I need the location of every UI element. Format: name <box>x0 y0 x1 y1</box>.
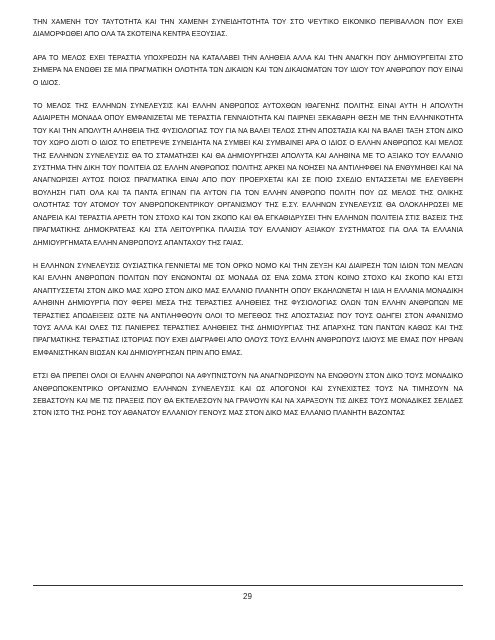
paragraph-2: ΑΡΑ ΤΟ ΜΕΛΟΣ ΕΧΕΙ ΤΕΡΑΣΤΙΑ ΥΠΟΧΡΕΩΣΗ ΝΑ ΚΑΤΑΛΑΒΕΙ ΤΗΝ ΑΛΗΘΕΙΑ ΑΛΛΑ ΚΑΙ ΤΗΝ ΑΝΑΓΚΗ ΠΟΥ ΔΗΜΙΟΥΡΓΕΙΤΑΙ ΣΤΟ ΣΗΜΕΡΑ ΝΑ ΕΝΩΘΕΙ ΣΕ ΜΙΑ ΠΡΑΓΜΑΤΙΚΗ ΟΛΟΤΗΤΑ ΤΩΝ ΔΙΚΑΙΩΝ ΚΑΙ ΤΩΝ ΔΙΚΑΙΩΜΑΤΩΝ ΤΟΥ ΙΔΙΟΥ ΤΟΥ ΑΝΘΡΩΠΟΥ ΠΟΥ ΕΙΝΑΙ Ο ΙΔΙΟΣ. <box>33 54 463 87</box>
paragraph-4: Η ΕΛΛΗΝΩΝ ΣΥΝΕΛΕΥΣΙΣ ΟΥΣΙΑΣΤΙΚΑ ΓΕΝΝΙΕΤΑΙ ΜΕ ΤΟΝ ΟΡΚΟ ΝΟΜΟ ΚΑΙ ΤΗΝ ΖΕΥΞΗ ΚΑΙ ΔΙΑΙΡΕΣΗ ΤΩΝ ΙΔΙΩΝ ΤΩΝ ΜΕΛΩΝ ΚΑΙ ΕΛΛΗΝ ΑΝΘΡΩΠΩΝ ΠΟΛΙΤΩΝ ΠΟΥ ΕΝΩΝΟΝΤΑΙ ΩΣ ΜΟΝΑΔΑ ΩΣ ΕΝΑ ΣΩΜΑ ΣΤΟΝ ΚΟΙΝΟ ΣΤΟΧΟ ΚΑΙ ΣΚΟΠΟ ΚΑΙ ΕΤΣΙ ΑΝΑΠΤΥΣΣΕΤΑΙ ΣΤΟΝ ΔΙΚΟ ΜΑΣ ΧΩΡΟ ΣΤΟΝ ΔΙΚΟ ΜΑΣ ΕΛΛΑΝΙΟ ΠΛΑΝΗΤΗ ΟΠΟΥ ΕΚΔΗΛΩΝΕΤΑΙ Η ΙΔΙΑ Η ΕΛΛΑΝΙΑ ΜΟΝΑΔΙΚΗ ΑΛΗΘΙΝΗ ΔΗΜΙΟΥΡΓΙΑ ΠΟΥ ΦΕΡΕΙ ΜΕΣΑ ΤΗΣ ΤΕΡΑΣΤΙΕΣ ΑΛΗΘΕΙΕΣ ΤΗΣ ΦΥΣΙΟΛΟΓΙΑΣ ΟΛΩΝ ΤΩΝ ΕΛΛΗΝ ΑΝΘΡΩΠΩΝ ΜΕ ΤΕΡΑΣΤΙΕΣ ΑΠΟΔΕΙΞΕΙΣ ΩΣΤΕ ΝΑ ΑΝΤΙΛΗΦΘΟΥΝ ΟΛΟΙ ΤΟ ΜΕΓΕΘΟΣ ΤΗΣ ΑΠΟΣΤΑΣΙΑΣ ΠΟΥ ΤΟΥΣ ΟΔΗΓΕΙ ΣΤΟΝ ΑΦΑΝΙΣΜΟ ΤΟΥΣ ΑΛΛΑ ΚΑΙ ΟΛΕΣ ΤΙΣ ΠΑΝΙΕΡΕΣ ΤΕΡΑΣΤΙΕΣ ΑΛΗΘΕΙΕΣ ΤΗΣ ΔΗΜΙΟΥΡΓΙΑΣ ΤΗΣ ΑΠΑΡΧΗΣ ΤΩΝ ΠΑΝΤΩΝ ΚΑΘΩΣ ΚΑΙ ΤΗΣ ΠΡΑΓΜΑΤΙΚΗΣ ΤΕΡΑΣΤΙΑΣ ΙΣΤΟΡΙΑΣ ΠΟΥ ΕΧΕΙ ΔΙΑΓΡΑΦΕΙ ΑΠΟ ΟΛΟΥΣ ΤΟΥΣ ΕΛΛΗΝ ΑΝΘΡΩΠΟΥΣ ΙΔΙΟΥΣ ΜΕ ΕΜΑΣ ΠΟΥ ΗΡΘΑΝ ΕΜΦΑΝΙΣΤΗΚΑΝ ΒΙΩΣΑΝ ΚΑΙ ΔΗΜΙΟΥΡΓΗΣΑΝ ΠΡΙΝ ΑΠΟ ΕΜΑΣ. <box>33 262 463 357</box>
footer-divider <box>33 585 463 586</box>
page-number: 29 <box>243 592 252 601</box>
paragraph-5: ΕΤΣΙ ΘΑ ΠΡΕΠΕΙ ΟΛΟΙ ΟΙ ΕΛΛΗΝ ΑΝΘΡΩΠΟΙ ΝΑ ΑΦΥΠΝΙΣΤΟΥΝ ΝΑ ΑΝΑΓΝΩΡΙΣΟΥΝ ΝΑ ΕΝΩΘΟΥΝ ΣΤΟΝ ΔΙΚΟ ΤΟΥΣ ΜΟΝΑΔΙΚΟ ΑΝΘΡΩΠΟΚΕΝΤΡΙΚΟ ΟΡΓΑΝΙΣΜΟ ΕΛΛΗΝΩΝ ΣΥΝΕΛΕΥΣΙΣ ΚΑΙ ΩΣ ΑΠΟΓΟΝΟΙ ΚΑΙ ΣΥΝΕΧΙΣΤΕΣ ΤΟΥΣ ΝΑ ΤΙΜΗΣΟΥΝ ΝΑ ΣΕΒΑΣΤΟΥΝ ΚΑΙ ΜΕ ΤΙΣ ΠΡΑΞΕΙΣ ΠΟΥ ΘΑ ΕΚΤΕΛΕΣΟΥΝ ΝΑ ΓΡΑΨΟΥΝ ΚΑΙ ΝΑ ΧΑΡΑΞΟΥΝ ΤΙΣ ΔΙΚΕΣ ΤΟΥΣ ΜΟΝΑΔΙΚΕΣ ΣΕΛΙΔΕΣ ΣΤΟΝ ΙΣΤΟ ΤΗΣ ΡΟΗΣ ΤΟΥ ΑΘΑΝΑΤΟΥ ΕΛΛΑΝΙΟΥ ΓΕΝΟΥΣ ΜΑΣ ΣΤΟΝ ΔΙΚΟ ΜΑΣ ΕΛΛΑΝΙΟ ΠΛΑΝΗΤΗ ΒΑΖΟΝΤΑΣ <box>33 373 463 418</box>
paragraph-3: ΤΟ ΜΕΛΟΣ ΤΗΣ ΕΛΛΗΝΩΝ ΣΥΝΕΛΕΥΣΙΣ ΚΑΙ ΕΛΛΗΝ ΑΝΘΡΩΠΟΣ ΑΥΤΟΧΘΩΝ ΙΘΑΓΕΝΗΣ ΠΟΛΙΤΗΣ ΕΙΝΑΙ ΑΥΤΗ Η ΑΠΟΛΥΤΗ ΑΔΙΑΙΡΕΤΗ ΜΟΝΑΔΑ ΟΠΟΥ ΕΜΦΑΝΙΖΕΤΑΙ ΜΕ ΤΕΡΑΣΤΙΑ ΓΕΝΝΑΙΟΤΗΤΑ ΚΑΙ ΠΑΙΡΝΕΙ ΞΕΚΑΘΑΡΗ ΘΕΣΗ ΜΕ ΤΗΝ ΕΛΛΗΝΙΚΟΤΗΤΑ ΤΟΥ ΚΑΙ ΤΗΝ ΑΠΟΛΥΤΗ ΑΛΗΘΕΙΑ ΤΗΣ ΦΥΣΙΟΛΟΓΙΑΣ ΤΟΥ ΓΙΑ ΝΑ ΒΑΛΕΙ ΤΕΛΟΣ ΣΤΗΝ ΑΠΟΣΤΑΣΙΑ ΚΑΙ ΝΑ ΒΑΛΕΙ ΤΑΞΗ ΣΤΟΝ ΔΙΚΟ ΤΟΥ ΧΩΡΟ ΔΙΟΤΙ Ο ΙΔΙΟΣ ΤΟ ΕΠΕΤΡΕΨΕ ΣΥΝΕΙΔΗΤΑ ΝΑ ΣΥΜΒΕΙ ΚΑΙ ΣΥΜΒΑΙΝΕΙ ΑΡΑ Ο ΙΔΙΟΣ Ο ΕΛΛΗΝ ΑΝΘΡΩΠΟΣ ΚΑΙ ΜΕΛΟΣ ΤΗΣ ΕΛΛΗΝΩΝ ΣΥΝΕΛΕΥΣΙΣ ΘΑ ΤΟ ΣΤΑΜΑΤΗΣΕΙ ΚΑΙ ΘΑ ΔΗΜΙΟΥΡΓΗΣΕΙ ΑΠΟΛΥΤΑ ΚΑΙ ΑΛΗΘΙΝΑ ΜΕ ΤΟ ΑΞΙΑΚΟ ΤΟΥ ΕΛΛΑΝΙΟ ΣΥΣΤΗΜΑ ΤΗΝ ΔΙΚΗ ΤΟΥ ΠΟΛΙΤΕΙΑ ΩΣ ΕΛΛΗΝ ΑΝΘΡΩΠΟΣ ΠΟΛΙΤΗΣ ΑΡΚΕΙ ΝΑ ΝΟΗΣΕΙ ΝΑ ΑΝΤΙΛΗΦΘΕΙ ΝΑ ΕΝΘΥΜΗΘΕΙ ΚΑΙ ΝΑ ΑΝΑΓΝΩΡΙΣΕΙ ΑΥΤΟΣ ΠΟΙΟΣ ΠΡΑΓΜΑΤΙΚΑ ΕΙΝΑΙ ΑΠΟ ΠΟΥ ΠΡΟΕΡΧΕΤΑΙ ΚΑΙ ΣΕ ΠΟΙΟ ΣΧΕΔΙΟ ΕΝΤΑΣΣΕΤΑΙ ΜΕ ΕΛΕΥΘΕΡΗ ΒΟΥΛΗΣΗ ΓΙΑΤΙ ΟΛΑ ΚΑΙ ΤΑ ΠΑΝΤΑ ΕΓΙΝΑΝ ΓΙΑ ΑΥΤΟΝ ΓΙΑ ΤΟΝ ΕΛΛΗΝ ΑΝΘΡΩΠΟ ΠΟΛΙΤΗ ΠΟΥ ΩΣ ΜΕΛΟΣ ΤΗΣ ΟΛΙΚΗΣ ΟΛΟΤΗΤΑΣ ΤΟΥ ΑΤΟΜΟΥ ΤΟΥ ΑΝΘΡΩΠΟΚΕΝΤΡΙΚΟΥ ΟΡΓΑΝΙΣΜΟΥ ΤΗΣ Ε.ΣΥ. ΕΛΛΗΝΩΝ ΣΥΝΕΛΕΥΣΙΣ ΘΑ ΟΛΟΚΛΗΡΩΣΕΙ ΜΕ ΑΝΔΡΕΙΑ ΚΑΙ ΤΕΡΑΣΤΙΑ ΑΡΕΤΗ ΤΟΝ ΣΤΟΧΟ ΚΑΙ ΤΟΝ ΣΚΟΠΟ ΚΑΙ ΘΑ ΕΓΚΑΘΙΔΡΥΣΕΙ ΤΗΝ ΕΛΛΗΝΩΝ ΠΟΛΙΤΕΙΑ ΣΤΙΣ ΒΑΣΕΙΣ ΤΗΣ ΠΡΑΓΜΑΤΙΚΗΣ ΔΗΜΟΚΡΑΤΕΑΣ ΚΑΙ ΣΤΑ ΛΕΙΤΟΥΡΓΙΚΑ ΠΛΑΙΣΙΑ ΤΟΥ ΕΛΛΑΝΙΟΥ ΑΞΙΑΚΟΥ ΣΥΣΤΗΜΑΤΟΣ ΓΙΑ ΟΛΑ ΤΑ ΕΛΛΑΝΙΑ ΔΗΜΙΟΥΡΓΗΜΑΤΑ ΕΛΛΗΝ ΑΝΘΡΩΠΟΥΣ ΑΠΑΝΤΑΧΟΥ ΤΗΣ ΓΑΙΑΣ. <box>33 103 463 247</box>
paragraph-1: ΤΗΝ ΧΑΜΕΝΗ ΤΟΥ ΤΑΥΤΟΤΗΤΑ ΚΑΙ ΤΗΝ ΧΑΜΕΝΗ ΣΥΝΕΙΔΗΤΟΤΗΤΑ ΤΟΥ ΣΤΟ ΨΕΥΤΙΚΟ ΕΙΚΟΝΙΚΟ ΠΕΡΙΒΑΛΛΟΝ ΠΟΥ ΕΧΕΙ ΔΙΑΜΟΡΦΩΘΕΙ ΑΠΟ ΟΛΑ ΤΑ ΣΚΟΤΕΙΝΑ ΚΕΝΤΡΑ ΕΞΟΥΣΙΑΣ. <box>33 19 463 39</box>
